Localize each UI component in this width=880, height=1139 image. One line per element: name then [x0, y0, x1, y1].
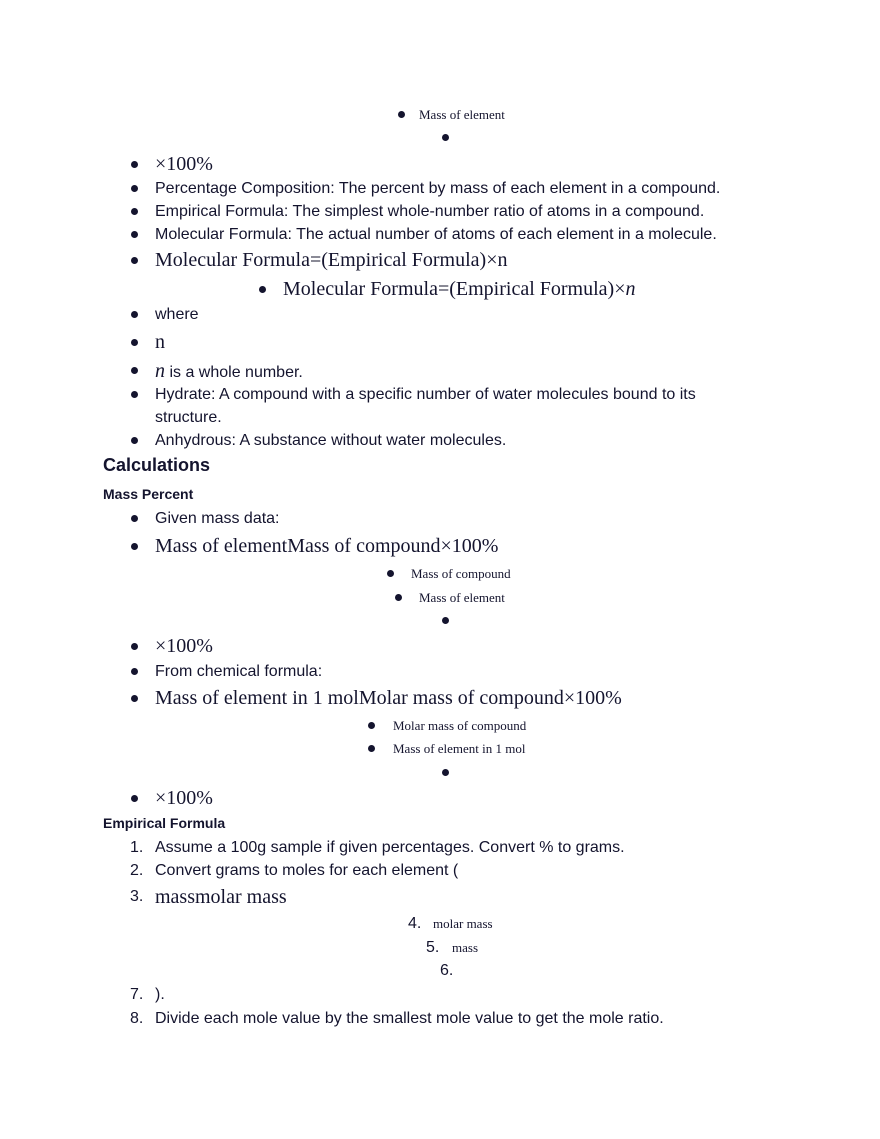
item-text: Mass of element [419, 590, 505, 605]
list-item [131, 383, 696, 407]
bullet-icon [131, 795, 138, 802]
section-heading: Calculations [103, 455, 211, 475]
bullet-icon [131, 643, 138, 650]
item-text: Molar mass of compound [393, 718, 527, 733]
bullet-icon [131, 231, 138, 238]
numbered-item [426, 936, 478, 960]
list-item [131, 152, 213, 176]
numbered-item [130, 836, 625, 860]
list-number: 2. [130, 862, 144, 879]
item-text: structure. [155, 409, 222, 426]
equation: Mass of elementMass of compound×100% [155, 535, 499, 557]
list-item [131, 303, 199, 327]
list-item [131, 223, 717, 247]
list-item [131, 634, 213, 658]
list-number: 8. [130, 1010, 144, 1027]
bullet-icon [131, 367, 138, 374]
bullet-icon [131, 543, 138, 550]
bullet-icon [131, 437, 138, 444]
bullet-icon [398, 111, 405, 118]
list-number: 3. [130, 888, 144, 905]
numbered-item [440, 959, 453, 983]
item-text: From chemical formula: [155, 663, 323, 680]
bullet-icon [131, 339, 138, 346]
bullet-icon [395, 594, 402, 601]
variable: n [155, 360, 165, 382]
bullet-icon [368, 745, 375, 752]
list-item [368, 737, 526, 761]
bullet-icon [131, 695, 138, 702]
bullet-icon [368, 722, 375, 729]
subsection-heading: Mass Percent [103, 486, 194, 502]
list-item [398, 103, 505, 127]
item-text: mass [452, 940, 478, 955]
list-item [131, 359, 303, 383]
bullet-icon [259, 286, 266, 293]
bullet-icon [131, 208, 138, 215]
item-text: ). [155, 986, 165, 1003]
list-item [131, 786, 213, 810]
item-text: Percentage Composition: The percent by mass of each element in a compound. [155, 180, 721, 197]
bullet-icon [442, 134, 449, 141]
equation: Mass of element in 1 molMolar mass of compound×100% [155, 687, 622, 709]
list-item [131, 200, 704, 224]
item-text: Convert grams to moles for each element ( [155, 862, 459, 879]
list-item [131, 248, 507, 272]
item-text: Mass of element [419, 107, 505, 122]
item-text: ×100% [155, 635, 213, 657]
list-item [131, 330, 165, 354]
list-item [395, 586, 505, 610]
bullet-icon [131, 668, 138, 675]
item-text: Hydrate: A compound with a specific number of water molecules bound to its [155, 386, 696, 403]
list-item [131, 429, 506, 453]
bullet-icon [131, 311, 138, 318]
list-item [131, 507, 280, 531]
item-text: Given mass data: [155, 510, 280, 527]
item-text: Molecular Formula: The actual number of atoms of each element in a molecule. [155, 226, 717, 243]
bullet-icon [131, 515, 138, 522]
item-text: Mass of element in 1 mol [393, 741, 526, 756]
list-item [131, 177, 720, 201]
item-text: n [155, 331, 165, 353]
list-item [131, 686, 622, 710]
list-item [259, 277, 635, 301]
list-number: 7. [130, 986, 144, 1003]
item-text: ×100% [155, 787, 213, 809]
bullet-icon [131, 161, 138, 168]
numbered-item [130, 885, 287, 909]
list-number: 6. [440, 962, 454, 979]
item-text: Assume a 100g sample if given percentages. Convert % to grams. [155, 839, 625, 856]
numbered-item [130, 983, 165, 1007]
equation: Molecular Formula=(Empirical Formula)× [283, 278, 626, 300]
list-number: 5. [426, 939, 440, 956]
subsection-heading: Empirical Formula [103, 815, 226, 831]
numbered-item [130, 859, 459, 883]
item-text: Divide each mole value by the smallest mole value to get the mole ratio. [155, 1010, 664, 1027]
bullet-icon [131, 185, 138, 192]
list-item [368, 714, 526, 738]
item-text: ×100% [155, 153, 213, 175]
equation: massmolar mass [155, 886, 287, 908]
list-number: 1. [130, 839, 144, 856]
item-text: molar mass [433, 916, 493, 931]
item-text: where [155, 306, 199, 323]
bullet-icon [442, 769, 449, 776]
item-text: Mass of compound [411, 566, 511, 581]
numbered-item [408, 912, 493, 936]
bullet-icon [131, 391, 138, 398]
list-number: 4. [408, 915, 422, 932]
variable: n [625, 278, 636, 300]
list-item [387, 562, 511, 586]
bullet-icon [442, 617, 449, 624]
bullet-icon [387, 570, 394, 577]
bullet-icon [131, 257, 138, 264]
item-text: Anhydrous: A substance without water molecules. [155, 432, 507, 449]
item-text: Empirical Formula: The simplest whole-number ratio of atoms in a compound. [155, 203, 705, 220]
list-item [131, 534, 498, 558]
numbered-item [130, 1007, 664, 1031]
equation: Molecular Formula=(Empirical Formula)×n [155, 249, 508, 271]
list-item [131, 660, 322, 684]
item-text: is a whole number. [165, 364, 303, 381]
